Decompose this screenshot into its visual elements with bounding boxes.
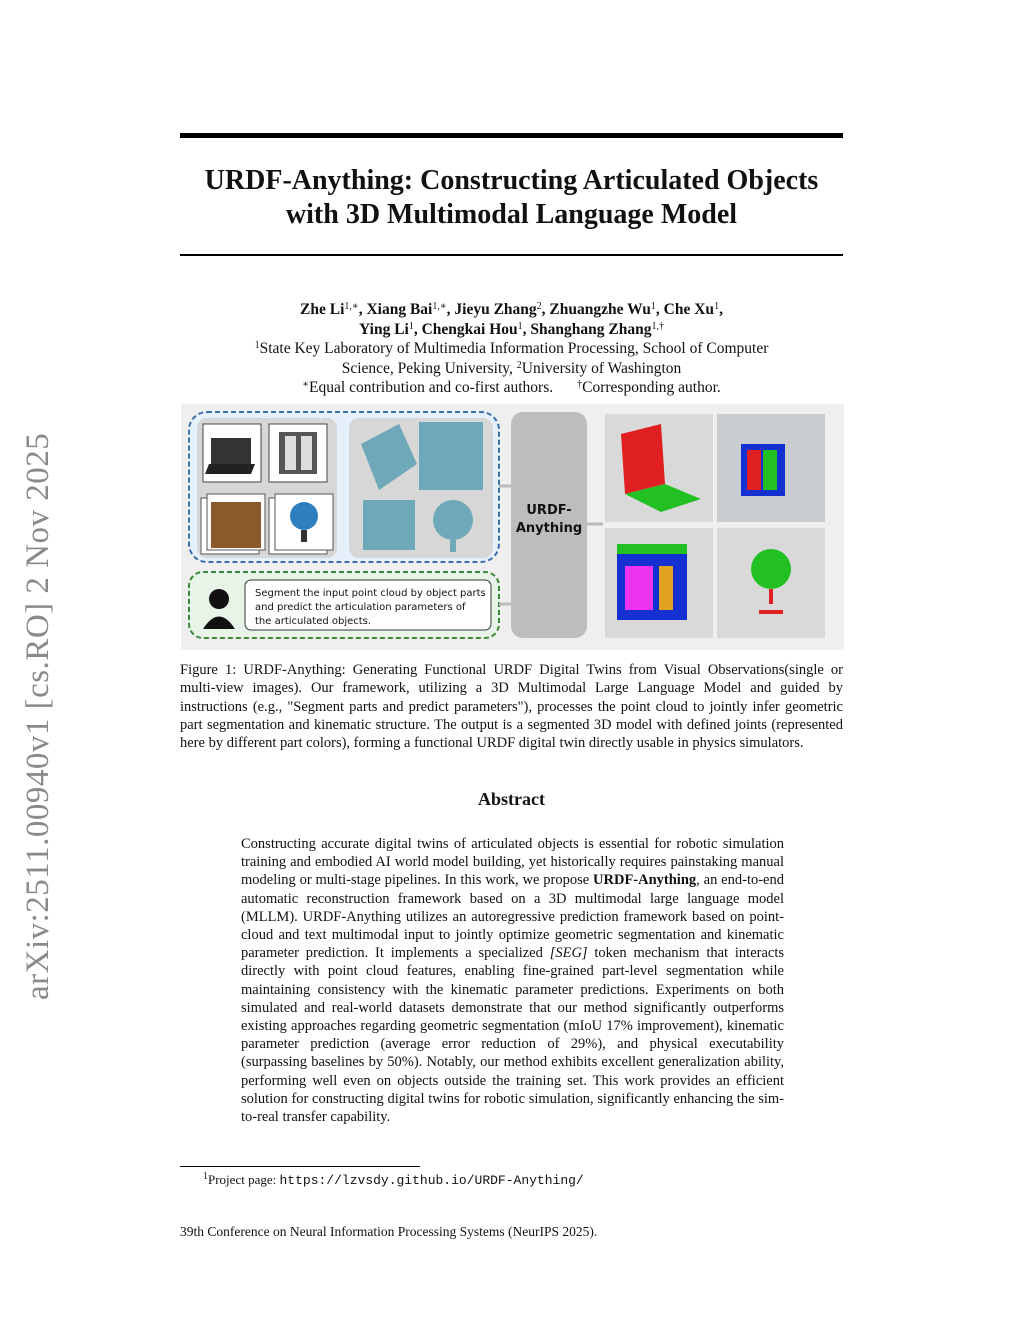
figure-1 bbox=[181, 404, 844, 650]
cabinet-point-cloud bbox=[363, 500, 415, 550]
affiliation-line-1: $^1$State Key Laboratory of Multimedia Information Processing, School of Computer bbox=[254, 340, 769, 357]
prompt-line-2: and predict the articulation parameters of bbox=[255, 602, 466, 613]
author-name: Xiang Bai bbox=[366, 301, 433, 318]
globe-point-cloud bbox=[433, 500, 473, 540]
author-name: Jieyu Zhang bbox=[454, 301, 537, 318]
author-sup: 1,∗ bbox=[432, 301, 447, 312]
footnote-rule bbox=[180, 1166, 420, 1167]
author-sup: 1 bbox=[408, 320, 414, 332]
author-line-2: Ying Li$^1$, Chengkai Hou$^1$, Shanghang Zhang$^{1,\dagger}$ bbox=[359, 320, 664, 338]
author-name: Zhuangzhe Wu bbox=[549, 301, 651, 318]
affiliation-line-2: Science, Peking University, $^2$University of Washington bbox=[341, 359, 682, 377]
title-bottom-rule bbox=[180, 254, 843, 256]
author-sup: 2 bbox=[536, 301, 542, 312]
arxiv-side-stamp: arXiv:2511.00940v1 [cs.RO] 2 Nov 2025 bbox=[20, 432, 56, 1000]
paper-title bbox=[180, 164, 843, 232]
venue-line: 39th Conference on Neural Information Processing Systems (NeurIPS 2025). bbox=[180, 1224, 598, 1239]
method-name: URDF-Anything bbox=[593, 872, 697, 889]
user-icon bbox=[209, 589, 229, 609]
model-label-1: URDF- bbox=[526, 503, 572, 518]
title-top-rule bbox=[180, 133, 843, 138]
author-name: Ying Li bbox=[359, 320, 409, 338]
author-sup: 1 bbox=[517, 320, 523, 332]
author-sup: 1 bbox=[714, 301, 720, 312]
author-line-1: Zhe $Li^{1,∗}$, Xiang Bai$^{1,∗}$, Jieyu Zhang$^2$, Zhuangzhe Wu$^1$, Che Xu$^1$, bbox=[300, 301, 723, 318]
author-name: Chengkai Hou bbox=[421, 320, 518, 338]
author-block bbox=[180, 300, 843, 398]
contribution-notes: ∗Equal contribution and co-first authors. †Corresponding author. bbox=[302, 379, 721, 396]
model-label-2: Anything bbox=[515, 521, 583, 536]
figure-1-caption: Figure 1: URDF-Anything: Generating Functional URDF Digital Twins from Visual Observations(single or multi-view images). Our framework, utilizing a 3D Multimodal Large Language Model and guided by instructions (e.g., "Segment parts and predict parameters"), processes the point cloud to jointly infer geometric part segmentation and kinematic structure. The output is a segmented 3D model with defined joints (represented here by different part colors), forming a functional URDF digital twin directly usable in physics simulators. bbox=[180, 662, 843, 752]
project-url-link[interactable]: https://lzvsdy.github.io/URDF-Anything/ bbox=[279, 1173, 584, 1188]
author-name: Zhe Li bbox=[300, 301, 345, 318]
seg-token: [SEG] bbox=[549, 945, 588, 962]
globe-icon bbox=[290, 502, 318, 530]
window-point-cloud bbox=[419, 422, 483, 490]
author-name: Che Xu bbox=[663, 301, 715, 318]
author-sup: 1 bbox=[650, 301, 656, 312]
title-line-1: URDF-Anything: Constructing Articulated Objects bbox=[204, 165, 819, 196]
abstract-body: Constructing accurate digital twins of articulated objects is essential for robotic simulation training and embodied AI world model building, yet historically requires painstaking manual modeling or multi-stage pipelines. In this work, we propose URDF-Anything, an end-to-end automatic reconstruction framework based on a 3D multimodal large language model (MLLM). URDF-Anything utilizes an autoregressive prediction framework based on point-cloud and text multimodal input to jointly optimize geometric segmentation and kinematic parameter prediction. It implements a specialized [SEG] token mechanism that interacts directly with point cloud features, enabling fine-grained part-level segmentation while maintaining consistency with the kinematic parameter predictions. Experiments on both simulated and real-world datasets demonstrate that our method significantly outperforms existing approaches regarding geometric segmentation (mIoU 17% improvement), kinematic parameter prediction (average error reduction of 29%), and physical executability (surpassing baselines by 50%). Notably, our method exhibits excellent generalization ability, performing well even on objects outside the training set. This work provides an efficient solution for constructing digital twins for robotic simulation, significantly enhancing the sim-to-real transfer capability. bbox=[241, 836, 784, 1126]
author-sup: 1,† bbox=[651, 320, 664, 332]
prompt-line-3: the articulated objects. bbox=[255, 616, 372, 627]
abstract-heading: Abstract bbox=[478, 789, 545, 809]
prompt-line-1: Segment the input point cloud by object parts bbox=[255, 588, 486, 599]
figure-1-graphic bbox=[181, 404, 844, 650]
title-line-2: with 3D Multimodal Language Model bbox=[285, 199, 738, 230]
cabinet-icon bbox=[211, 502, 261, 548]
author-sup: 1,∗ bbox=[344, 301, 359, 312]
footnote: $^1$Project page: https://lzvsdy.github.io/URDF-Anything/ bbox=[203, 1171, 584, 1188]
author-name: Shanghang Zhang bbox=[530, 320, 652, 338]
laptop-icon bbox=[211, 438, 251, 464]
